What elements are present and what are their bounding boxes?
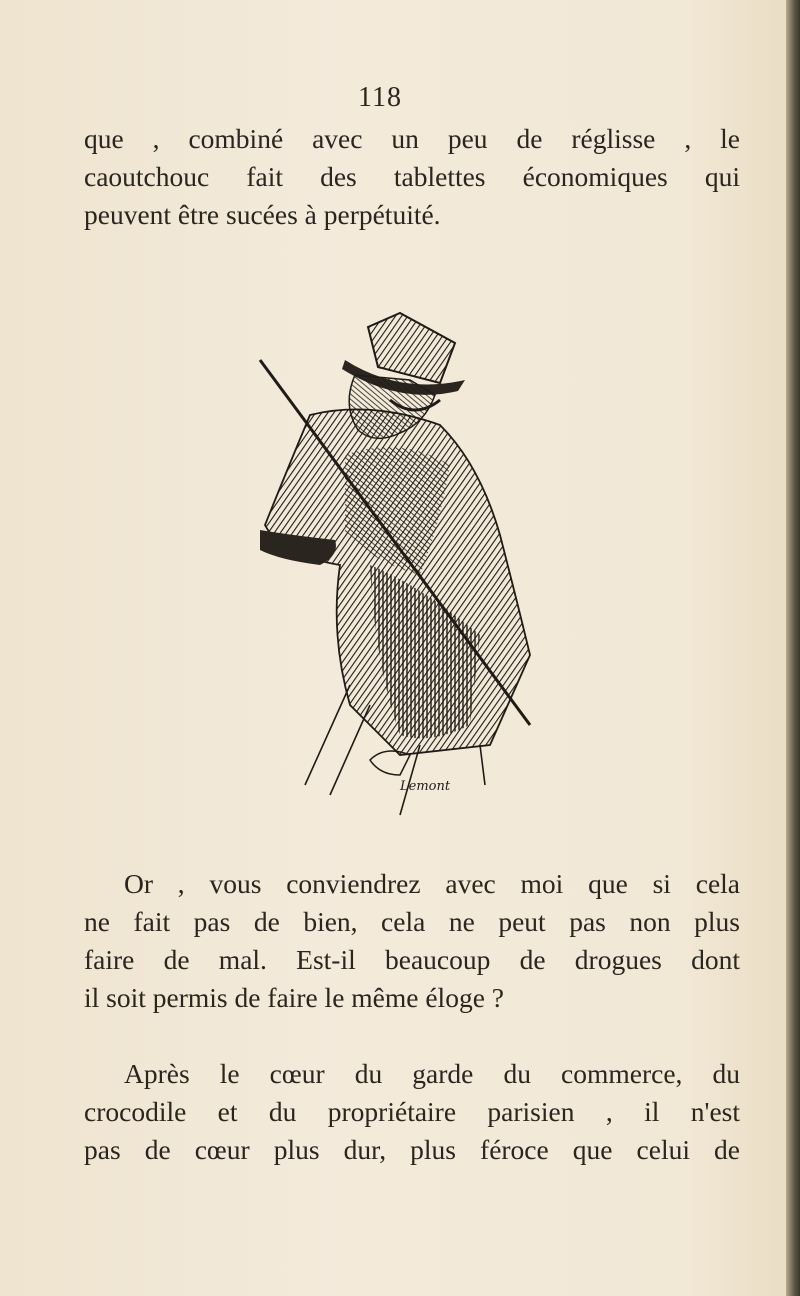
paragraph-2 <box>84 865 740 1017</box>
text-line: ne fait pas de bien, cela ne peut pas non plus <box>84 906 740 937</box>
paragraph-1 <box>84 120 740 234</box>
text-line: Or , vous conviendrez avec moi que si cela <box>124 868 740 899</box>
text-line: faire de mal. Est-il beaucoup de drogues dont <box>84 944 740 975</box>
page-number: 118 <box>358 82 402 113</box>
text-line: pas de cœur plus dur, plus féroce que celui de <box>84 1134 740 1165</box>
text-line: caoutchouc fait des tablettes économiques qui <box>84 161 740 192</box>
paragraph-3 <box>84 1055 740 1169</box>
text-line: que , combiné avec un peu de réglisse , le <box>84 123 740 154</box>
coat-drawing <box>260 409 530 755</box>
artist-signature: Lemont <box>400 779 451 794</box>
text-line: peuvent être sucées à perpétuité. <box>84 199 441 230</box>
page-edge-shadow <box>786 0 800 1296</box>
text-line: crocodile et du propriétaire parisien , il n'est <box>84 1096 740 1127</box>
text-line: Après le cœur du garde du commerce, du <box>124 1058 740 1089</box>
engraving-illustration <box>250 305 560 825</box>
text-line: il soit permis de faire le même éloge ? <box>84 982 504 1013</box>
